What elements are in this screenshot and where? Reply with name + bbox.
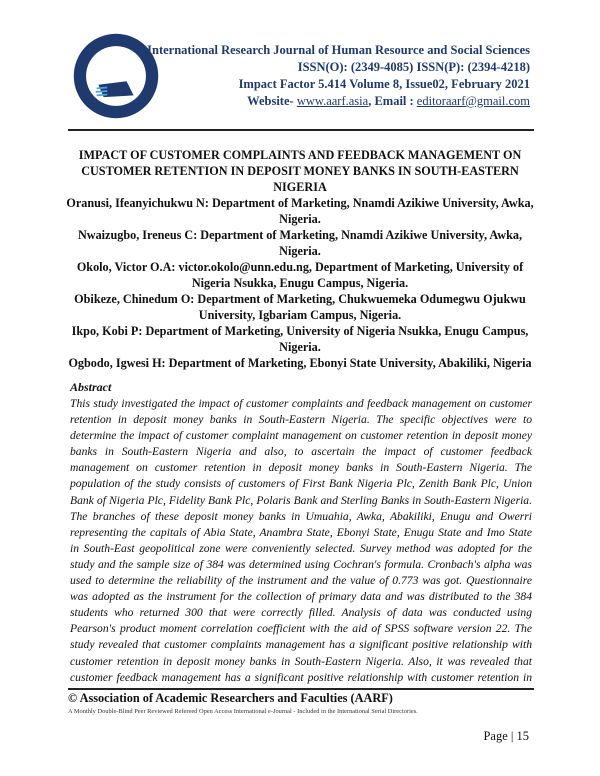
header-divider bbox=[68, 129, 534, 131]
journal-header bbox=[147, 42, 530, 110]
author-line: Ikpo, Kobi P: Department of Marketing, University of Nigeria Nsukka, Enugu Campus, bbox=[71, 324, 529, 338]
author-line: Nigeria. bbox=[279, 212, 321, 226]
journal-note: A Monthly Double-Blind Peer Reviewed Refereed Open Access International e-Journal - Included in the International Serial Directories. bbox=[68, 708, 418, 715]
abstract-line: retention in deposit money banks in South-Eastern Nigeria. The specific objectives were to bbox=[70, 413, 532, 427]
abstract-line: Bank of Nigeria Plc, Fidelity Bank Plc, Polaris Bank and Sterling Banks in South-Eastern Nigeria. bbox=[70, 493, 532, 507]
title-line: NIGERIA bbox=[273, 180, 327, 194]
abstract-line: banks in South-Eastern Nigeria and also, to ascertain the impact of customer feedback bbox=[70, 445, 532, 459]
email-link[interactable]: editoraarf@gmail.com bbox=[416, 94, 530, 108]
abstract-line: representing the capitals of Abia State, Anambra State, Ebonyi State, Enugu State and Imo State bbox=[70, 525, 532, 539]
abstract-body bbox=[70, 396, 532, 686]
impact-factor: Impact Factor 5.414 Volume 8, Issue02, February 2021 bbox=[238, 77, 530, 91]
title-line: IMPACT OF CUSTOMER COMPLAINTS AND FEEDBACK MANAGEMENT ON bbox=[78, 148, 522, 162]
title-authors-block bbox=[62, 147, 538, 371]
abstract-line: management on customer retention in deposit money banks in South-Eastern Nigeria. The bbox=[70, 461, 532, 475]
author-line: Nwaizugbo, Ireneus C: Department of Marketing, Nnamdi Azikiwe University, Awka, bbox=[77, 228, 523, 242]
website-label: Website- bbox=[247, 94, 297, 108]
footer-divider bbox=[68, 688, 534, 690]
abstract-line: students who returned 300 that were correctly filled. Analysis of data was conducted using bbox=[70, 606, 532, 620]
abstract-line: determine the impact of customer complaint management on customer retention in deposit money bbox=[70, 429, 532, 443]
abstract-line: used to determine the reliability of the instrument and the value of 0.773 was got. Questionnaire bbox=[70, 574, 532, 588]
abstract-line: study and the sample size of 384 was determined using Cochran's formula. Cronbach's alpha was bbox=[70, 557, 532, 571]
author-line: Obikeze, Chinedum O: Department of Marketing, Chukwuemeka Odumegwu Ojukwu bbox=[74, 292, 526, 306]
abstract-line: The branches of these deposit money banks in Umuahia, Awka, Abakiliki, Enugu and Owerri bbox=[70, 509, 532, 523]
contact-line bbox=[147, 93, 530, 110]
abstract-line: This study investigated the impact of customer complaints and feedback management on customer bbox=[70, 397, 532, 410]
copyright: © Association of Academic Researchers and Faculties (AARF) bbox=[68, 691, 393, 705]
email-label: , Email : bbox=[368, 94, 417, 108]
author-line: University, Igbariam Campus, Nigeria. bbox=[198, 308, 402, 322]
title-line: CUSTOMER RETENTION IN DEPOSIT MONEY BANKS IN SOUTH-EASTERN bbox=[81, 164, 519, 178]
abstract-line: customer feedback management has a significant positive relationship with customer retention in bbox=[70, 670, 532, 684]
author-line: Nigeria. bbox=[279, 340, 321, 354]
journal-title: International Research Journal of Human Resource and Social Sciences bbox=[147, 43, 530, 57]
abstract-line: Pearson's product moment correlation coefficient with the aid of SPSS software version 22. The bbox=[70, 622, 532, 636]
issn: ISSN(O): (2349-4085) ISSN(P): (2394-4218) bbox=[297, 60, 530, 74]
abstract-heading: Abstract bbox=[70, 380, 112, 394]
abstract-line: customer retention in deposit money banks in South-Eastern Nigeria. Also, it was revealed that bbox=[70, 654, 532, 668]
website-link[interactable]: www.aarf.asia bbox=[296, 94, 369, 108]
author-line: Oranusi, Ifeanyichukwu N: Department of Marketing, Nnamdi Azikiwe University, Awka, bbox=[66, 196, 534, 210]
abstract-line: study revealed that customer complaints management has a significant positive relationship with bbox=[70, 638, 532, 652]
abstract-line: was adopted as the instrument for the collection of primary data and was distributed to the 384 bbox=[70, 590, 532, 604]
author-line: Nigeria Nsukka, Enugu Campus, Nigeria. bbox=[191, 276, 409, 290]
abstract-line: in South-East geopolitical zone were conveniently selected. Survey method was adopted for the bbox=[70, 541, 532, 555]
author-line: Ogbodo, Igwesi H: Department of Marketing, Ebonyi State University, Abakiliki, Nigeria bbox=[68, 356, 532, 370]
page-number: Page | 15 bbox=[483, 729, 529, 743]
abstract-line: population of the study consists of customers of First Bank Nigeria Plc, Zenith Bank Plc, Union bbox=[70, 477, 532, 491]
author-line: Okolo, Victor O.A: victor.okolo@unn.edu.ng, Department of Marketing, University of bbox=[76, 260, 524, 274]
author-line: Nigeria. bbox=[279, 244, 321, 258]
